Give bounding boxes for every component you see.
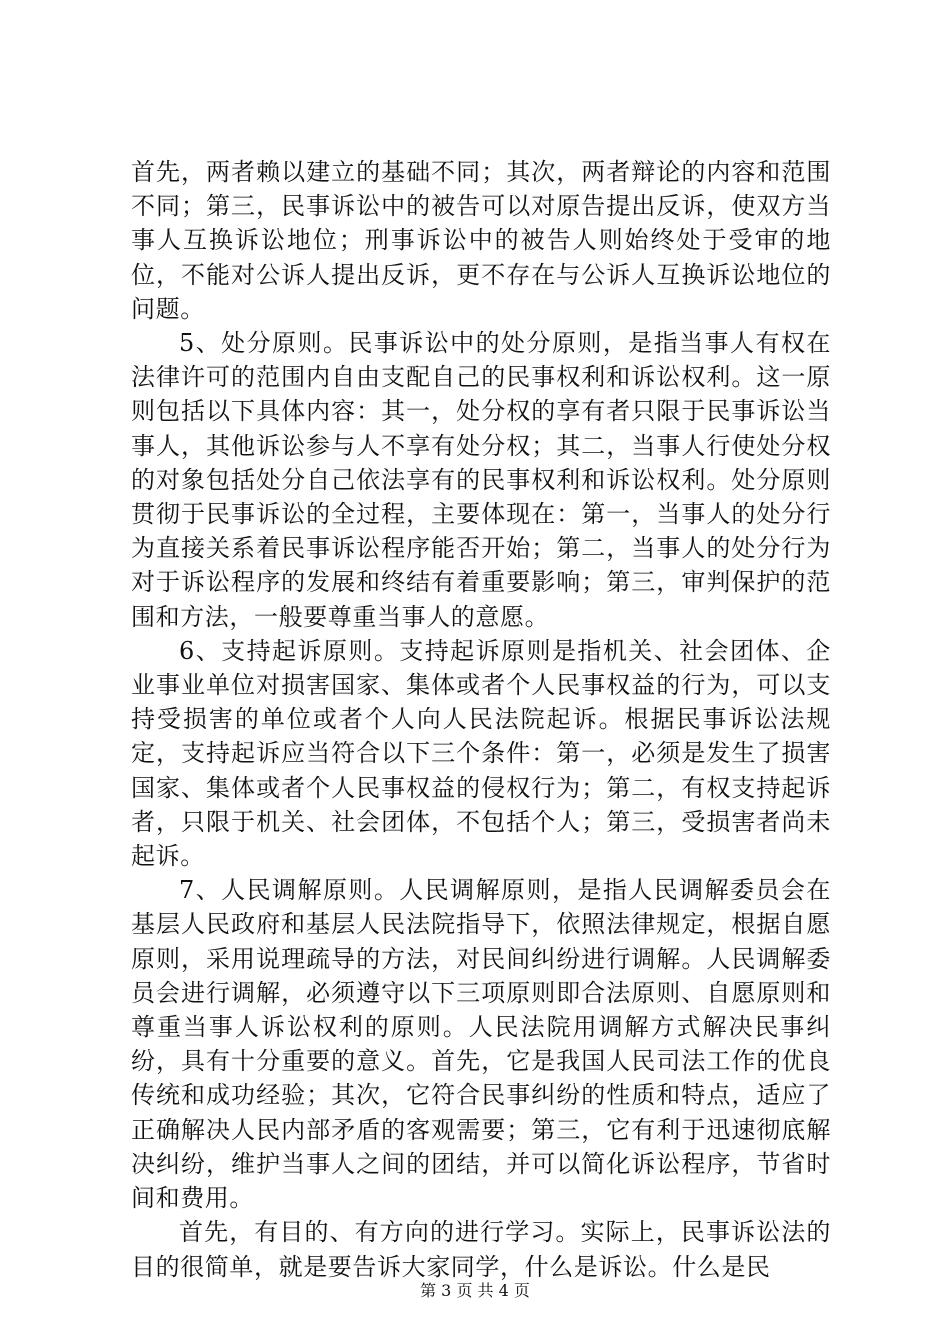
page-footer: 第 3 页 共 4 页 bbox=[420, 1281, 530, 1300]
paragraph-people-mediation-principle: 7、人民调解原则。人民调解原则，是指人民调解委员会在基层人民政府和基层人民法院指导下，依照法律规定，根据自愿原则，采用说理疏导的方法，对民间纠纷进行调解。人民调解委员会进行调解，必须遵守以下三项原则即合法原则、自愿原则和尊重当事人诉讼权利的原则。人民法院用调解方式解决民事纠纷，具有十分重要的意义。首先，它是我国人民司法工作的优良传统和成功经验；其次，它符合民事纠纷的性质和特点，适应了正确解决人民内部矛盾的客观需要；第三，它有利于迅速彻底解决纠纷，维护当事人之间的团结，并可以简化诉讼程序，节省时间和费用。 bbox=[131, 876, 831, 1213]
paragraph-disposition-principle: 5、处分原则。民事诉讼中的处分原则，是指当事人有权在法律许可的范围内自由支配自己的民事权利和诉讼权利。这一原则包括以下具体内容：其一，处分权的享有者只限于民事诉讼当事人，其他诉讼参与人不享有处分权；其二，当事人行使处分权的对象包括处分自己依法享有的民事权利和诉讼权利。处分原则贯彻于民事诉讼的全过程，主要体现在：第一，当事人的处分行为直接关系着民事诉讼程序能否开始；第二，当事人的处分行为对于诉讼程序的发展和终结有着重要影响；第三，审判保护的范围和方法，一般要尊重当事人的意愿。 bbox=[131, 329, 831, 631]
paragraph-study-method: 首先，有目的、有方向的进行学习。实际上，民事诉讼法的目的很简单，就是要告诉大家同学，什么是诉讼。什么是民 bbox=[131, 1218, 831, 1281]
document-body bbox=[131, 155, 831, 1284]
paragraph-continuation: 首先，两者赖以建立的基础不同；其次，两者辩论的内容和范围不同；第三，民事诉讼中的被告可以对原告提出反诉，使双方当事人互换诉讼地位；刑事诉讼中的被告人则始终处于受审的地位，不能对公诉人提出反诉，更不存在与公诉人互换诉讼地位的问题。 bbox=[131, 158, 831, 323]
paragraph-support-prosecution-principle: 6、支持起诉原则。支持起诉原则是指机关、社会团体、企业事业单位对损害国家、集体或者个人民事权益的行为，可以支持受损害的单位或者个人向人民法院起诉。根据民事诉讼法规定，支持起诉应当符合以下三个条件：第一，必须是发生了损害国家、集体或者个人民事权益的侵权行为；第二，有权支持起诉者，只限于机关、社会团体，不包括个人；第三，受损害者尚未起诉。 bbox=[131, 636, 831, 871]
